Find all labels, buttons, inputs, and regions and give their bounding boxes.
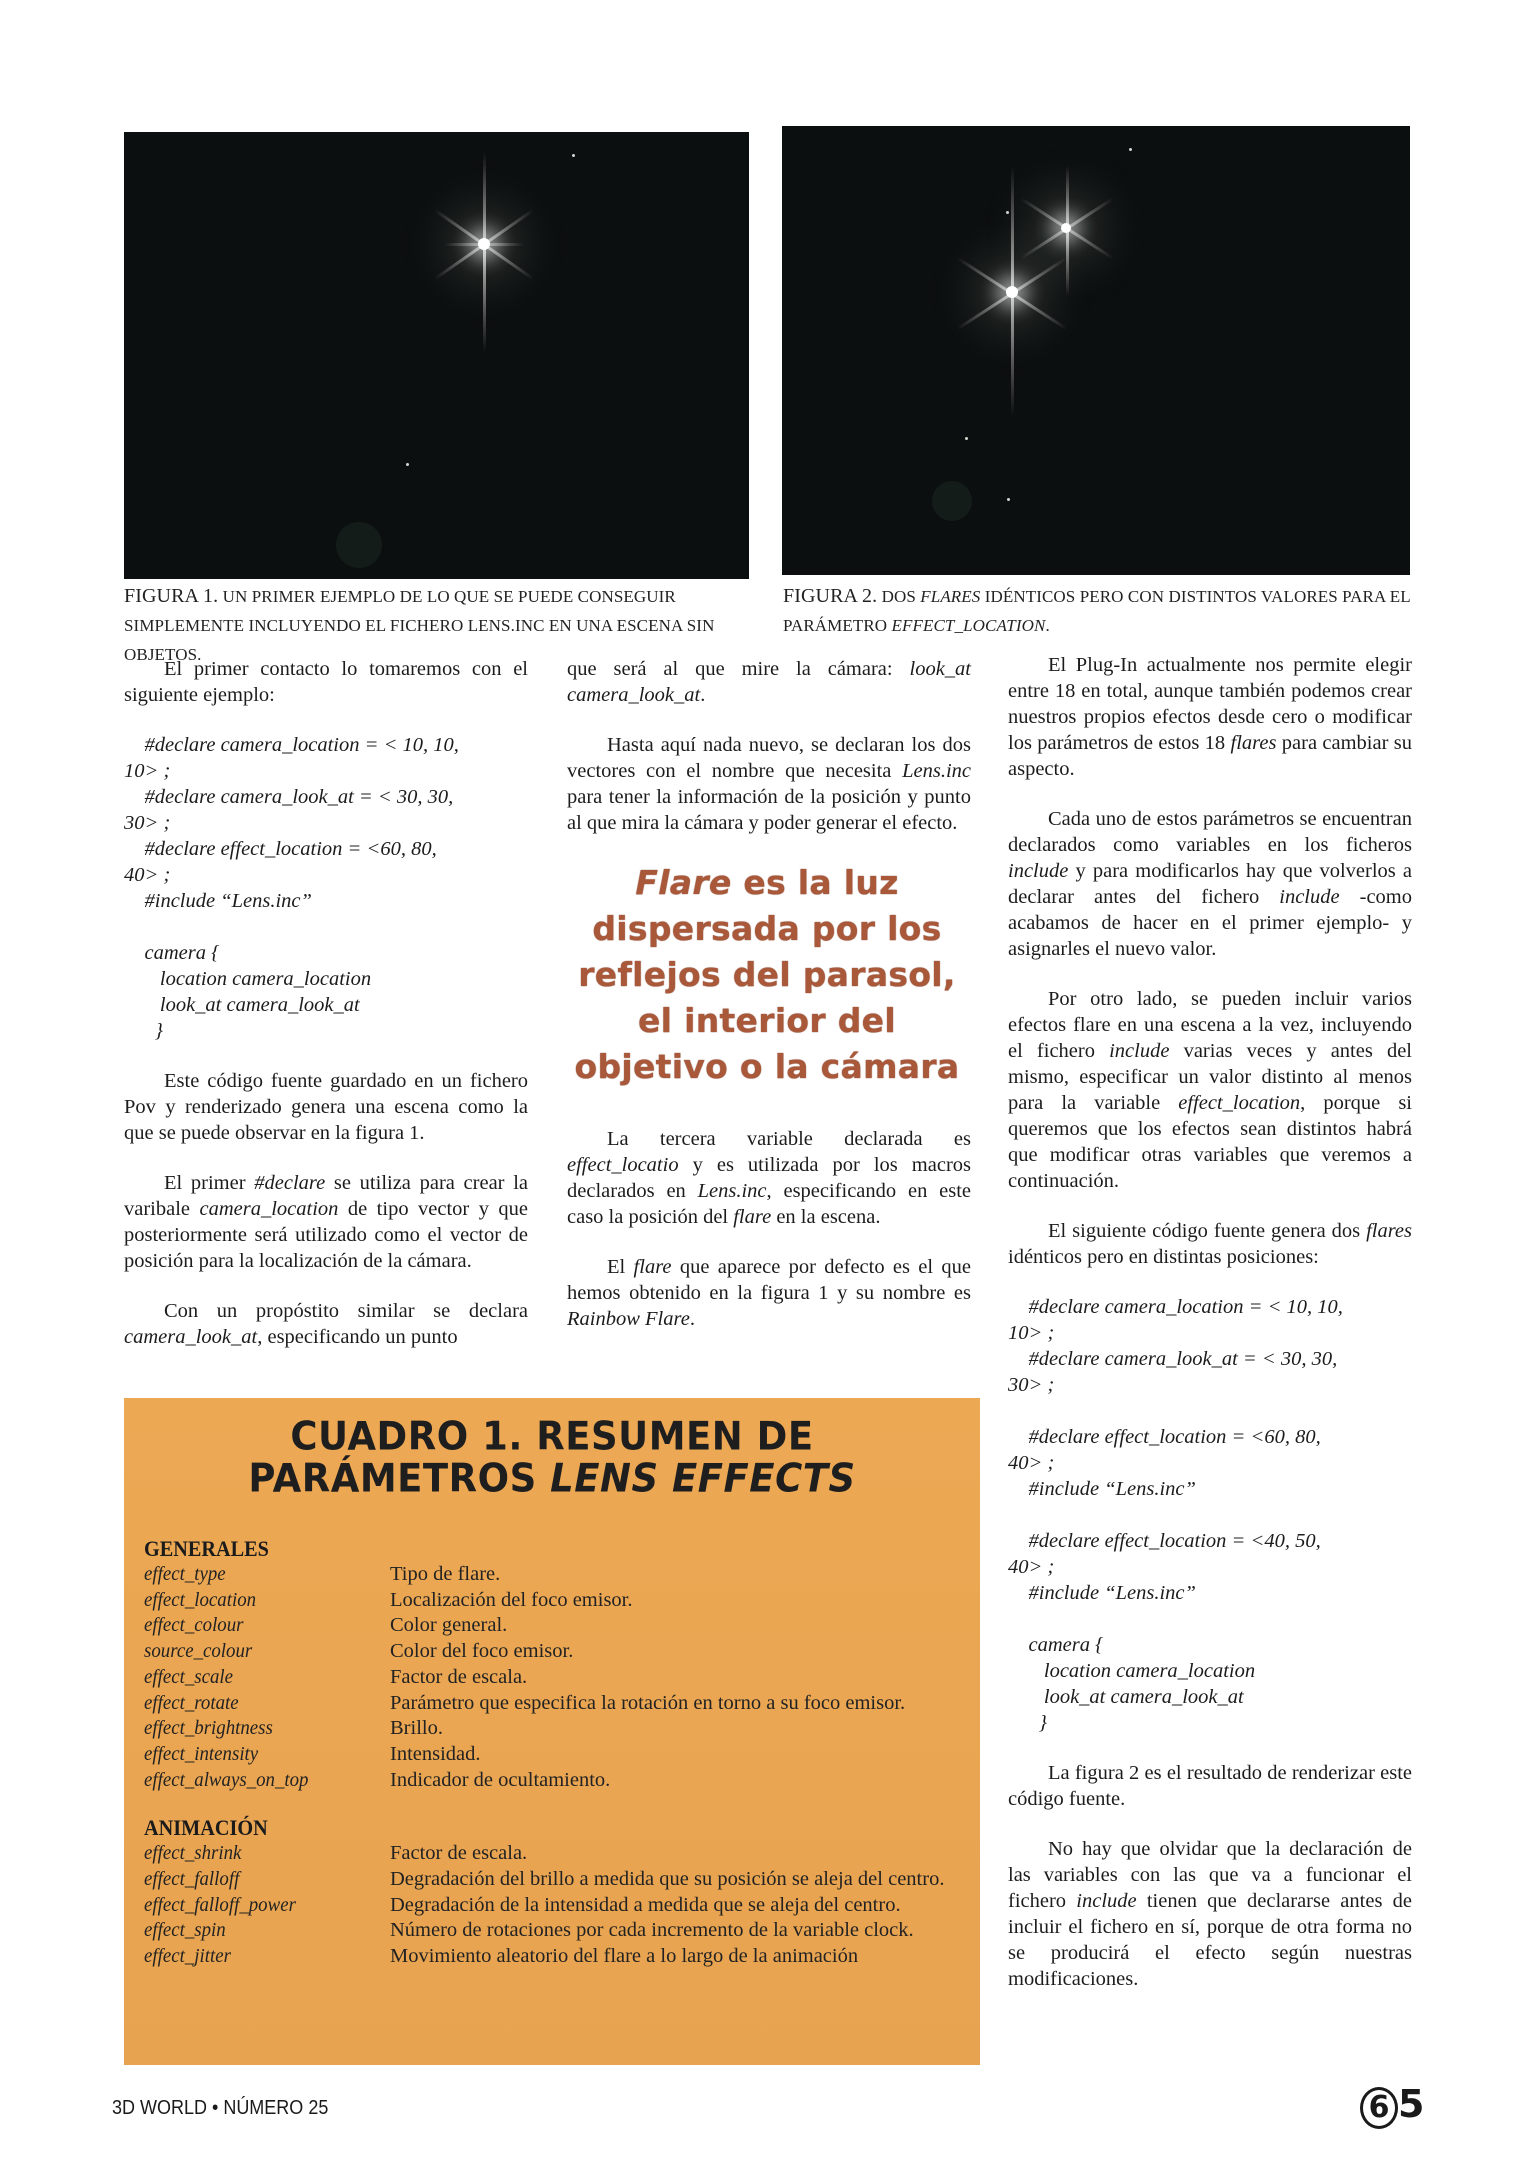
figure-2-caption: FIGURA 2. DOS FLARES IDÉNTICOS PERO CON DISTINTOS VALORES PARA EL PARÁMETRO EFFECT_LOCATION.	[783, 585, 1411, 635]
pull-quote: Flare es la luz dispersada por los reflejos del parasol, el interior del objetivo o la cámara	[574, 863, 960, 1086]
section-heading: GENERALES	[144, 1536, 269, 1561]
parameter-description: Tipo de flare.	[390, 1563, 501, 1585]
star-dot	[572, 154, 575, 157]
star-dot	[965, 437, 968, 440]
parameter-row	[144, 1716, 980, 1742]
parameter-description: Movimiento aleatorio del flare a lo largo de la animación	[390, 1945, 859, 1968]
parameter-row	[144, 1742, 980, 1768]
parameter-description: Parámetro que especifica la rotación en torno a su foco emisor.	[390, 1691, 906, 1714]
lens-flare-star	[478, 238, 490, 250]
code-line: 40> ;	[124, 864, 171, 886]
star-dot	[406, 463, 409, 466]
parameter-row	[144, 1613, 980, 1639]
caption-italic: FLARES	[920, 587, 981, 606]
star-dot	[1007, 498, 1010, 501]
paragraph: El flare que aparece por defecto es el que hemos obtenido en la figura 1 y su nombre es Rainbow Flare.	[567, 1256, 972, 1330]
parameter-table	[124, 1536, 980, 1970]
paragraph: Por otro lado, se pueden incluir varios efectos flare en una escena a la vez, incluyendo el fichero include varias veces y antes del mismo, especificar un valor distinto al menos para la variable effect_location, porque si queremos que los efectos sean distintos habrá que modificar otras variables que veremos a continuación.	[1008, 988, 1412, 1192]
parameter-name: effect_falloff	[144, 1868, 240, 1891]
lens-halo	[336, 522, 382, 568]
lens-halo	[932, 481, 972, 521]
parameter-row	[144, 1841, 980, 1867]
code-line	[1008, 1502, 1412, 1528]
figure-2-image	[782, 126, 1410, 575]
paragraph: Con un propóstito similar se declara camera_look_at, especificando un punto	[124, 1300, 528, 1348]
parameter-name: effect_colour	[144, 1614, 244, 1637]
code-line: camera {	[124, 942, 220, 964]
parameter-row	[144, 1665, 980, 1691]
code-line: #declare effect_location = <60, 80,	[124, 838, 437, 860]
paragraph: Hasta aquí nada nuevo, se declaran los dos vectores con el nombre que necesita Lens.inc para tener la información de la posición y punto al que mira la cámara y poder generar el efecto.	[567, 734, 971, 834]
caption-italic: EFFECT_LOCATION	[891, 616, 1046, 635]
code-line: #declare camera_location = < 10, 10,	[1008, 1296, 1343, 1318]
parameter-row	[144, 1691, 980, 1717]
code-line: location camera_location	[1008, 1660, 1256, 1682]
code-line	[124, 914, 528, 940]
parameter-description: Color general.	[390, 1614, 508, 1637]
parameter-description: Degradación de la intensidad a medida que se aleja del centro.	[390, 1893, 901, 1916]
parameter-name: effect_brightness	[144, 1717, 273, 1740]
parameter-description: Indicador de ocultamiento.	[390, 1768, 611, 1791]
lens-flare-star	[1061, 223, 1071, 233]
lens-flare-star	[1006, 286, 1018, 298]
publication-footer: 3D WORLD • NÚMERO 25	[112, 2097, 329, 2119]
parameter-name: effect_shrink	[144, 1842, 242, 1865]
parameter-row	[144, 1893, 980, 1919]
parameter-description: Degradación del brillo a medida que su posición se aleja del centro.	[390, 1868, 945, 1891]
parameter-name: effect_falloff_power	[144, 1893, 296, 1916]
article-column-3	[1008, 652, 1412, 2016]
code-line: 10> ;	[124, 760, 171, 782]
paragraph: Cada uno de estos parámetros se encuentran declarados como variables en los ficheros include y para modificarlos hay que volverlos a declarar antes del fichero include -como acabamos de hacer en el primer ejemplo- y asignarles el nuevo valor.	[1008, 808, 1412, 960]
parameter-row	[144, 1768, 980, 1794]
code-block	[1008, 1294, 1412, 1736]
code-line	[1008, 1606, 1412, 1632]
parameter-name: effect_intensity	[144, 1742, 259, 1765]
parameters-summary-box	[124, 1398, 980, 2065]
paragraph: No hay que olvidar que la declaración de las variables con las que va a funcionar el fichero include tienen que declararse antes de incluir el fichero en sí, porque de otra forma no se producirá el efecto según nuestras modificaciones.	[1008, 1838, 1412, 1990]
parameter-row	[144, 1588, 980, 1614]
parameter-row	[144, 1639, 980, 1665]
parameter-row	[144, 1944, 980, 1970]
parameter-name: effect_always_on_top	[144, 1768, 309, 1791]
box-title: CUADRO 1. RESUMEN DE PARÁMETROS LENS EFFECTS	[248, 1413, 856, 1502]
caption-text: UN PRIMER EJEMPLO DE LO QUE SE PUEDE CONSEGUIR SIMPLEMENTE INCLUYENDO EL FICHERO LENS.INC EN UNA ESCENA SIN OBJETOS.	[124, 587, 715, 664]
code-line: #declare effect_location = <40, 50,	[1008, 1530, 1321, 1552]
code-line: #declare camera_look_at = < 30, 30,	[124, 786, 454, 808]
parameter-name: effect_scale	[144, 1665, 234, 1688]
parameter-name: source_colour	[144, 1640, 253, 1663]
code-line: camera {	[1008, 1634, 1104, 1656]
paragraph: El primer contacto lo tomaremos con el siguiente ejemplo:	[124, 658, 528, 706]
figure-1-image	[124, 132, 749, 579]
code-line: #include “Lens.inc”	[1008, 1478, 1196, 1500]
paragraph: que será al que mire la cámara: look_at camera_look_at.	[567, 658, 971, 706]
caption-text: IDÉNTICOS PERO CON DISTINTOS VALORES PARA EL PARÁMETRO	[783, 587, 1411, 635]
parameter-name: effect_location	[144, 1588, 257, 1611]
parameter-name: effect_jitter	[144, 1945, 231, 1968]
code-line: }	[124, 1020, 163, 1042]
code-line: look_at camera_look_at	[124, 994, 360, 1016]
parameter-description: Color del foco emisor.	[390, 1640, 574, 1663]
paragraph: La figura 2 es el resultado de renderizar este código fuente.	[1008, 1762, 1412, 1810]
paragraph: El Plug-In actualmente nos permite elegir entre 18 en total, aunque también podemos crear nuestros propios efectos desde cero o modificar los parámetros de estos 18 flares para cambiar su aspecto.	[1008, 654, 1412, 780]
parameter-name: effect_type	[144, 1563, 226, 1585]
code-line: 30> ;	[124, 812, 171, 834]
caption-label: FIGURA 2.	[783, 585, 878, 607]
parameter-description: Brillo.	[390, 1717, 443, 1740]
page-number: 6 5	[1360, 2082, 1424, 2129]
code-line: 30> ;	[1008, 1374, 1055, 1396]
code-line: }	[1008, 1712, 1047, 1734]
parameter-row	[144, 1918, 980, 1944]
code-line: location camera_location	[124, 968, 372, 990]
paragraph: El primer #declare se utiliza para crear la varibale camera_location de tipo vector y que posteriormente será utilizado como el vector de posición para la localización de la cámara.	[124, 1172, 529, 1272]
code-line: 10> ;	[1008, 1322, 1055, 1344]
paragraph: El siguiente código fuente genera dos flares idénticos pero en distintas posiciones:	[1008, 1220, 1412, 1268]
code-line: 40> ;	[1008, 1452, 1055, 1474]
code-line: #declare effect_location = <60, 80,	[1008, 1426, 1321, 1448]
code-line: #include “Lens.inc”	[1008, 1582, 1196, 1604]
parameter-description: Factor de escala.	[390, 1665, 528, 1688]
parameter-description: Localización del foco emisor.	[390, 1588, 633, 1611]
paragraph: Este código fuente guardado en un fichero Pov y renderizado genera una escena como la que se puede observar en la figura 1.	[124, 1070, 528, 1144]
star-dot	[1006, 211, 1009, 214]
caption-label: FIGURA 1.	[124, 585, 219, 607]
caption-text: DOS	[881, 587, 916, 606]
star-dot	[1129, 148, 1132, 151]
parameter-name: effect_rotate	[144, 1691, 239, 1714]
parameter-row	[144, 1867, 980, 1893]
article-column-2	[567, 656, 971, 1356]
article-column-1	[124, 656, 528, 1374]
parameter-name: effect_spin	[144, 1919, 226, 1942]
code-block	[124, 732, 528, 1044]
section-heading: ANIMACIÓN	[144, 1815, 268, 1841]
code-line: 40> ;	[1008, 1556, 1055, 1578]
flare-ray	[483, 152, 486, 352]
code-line	[1008, 1398, 1412, 1424]
parameter-description: Factor de escala.	[390, 1842, 528, 1865]
parameter-row	[144, 1562, 980, 1588]
code-line: look_at camera_look_at	[1008, 1686, 1244, 1708]
parameter-description: Número de rotaciones por cada incremento de la variable clock.	[390, 1919, 914, 1942]
code-line: #declare camera_look_at = < 30, 30,	[1008, 1348, 1338, 1370]
code-line: #include “Lens.inc”	[124, 890, 312, 912]
paragraph: La tercera variable declarada es effect_locatio y es utilizada por los macros declarados en Lens.inc, especificando en este caso la posición del flare en la escena.	[567, 1128, 971, 1228]
code-line: #declare camera_location = < 10, 10,	[124, 734, 459, 756]
parameter-description: Intensidad.	[390, 1742, 481, 1765]
